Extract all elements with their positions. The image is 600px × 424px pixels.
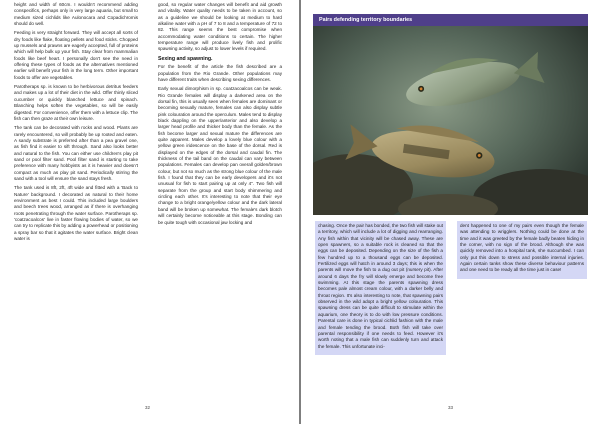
right-column-1 <box>315 221 446 355</box>
paragraph: dent happened to one of my pairs even though the female was attending to wrigglers. Nothing could be done at the time and it was greeted by the female badly beaten hiding in the corner, with no sign of the brood. Although she was quickly removed into a hospital tank, she succumbed. I can only put this down to stress and possible internal injuries. Again certain tanks show these diverse behaviour patterns and one need to be ready all the time just in case! <box>460 223 584 273</box>
section-heading: Sexing and spawning. <box>158 55 213 62</box>
paragraph: good, so regular water changes will benefit and aid growth and vitality. Water quality needs to be taken in account, so as a guideline we should be looking at medium to hard alkaline water with a pH of 7 to 8 and a temperature of 72 to 82. This range seems the best compromise when accommodating water conditions to certain. The higher temperature range will produce lively fish and prolific spawning activity, so adjust to lower levels if required. <box>158 2 282 52</box>
paragraph: The tank used is 8ft, 2ft, 4ft wide and fitted with a 'Back to Nature' background. I decorated as natural to their home environment as best I could. This included large boulders and beech trees wood, arranged as if there is overhanging roots penetrating through the water surface. Parotheraps sp. 'coatzacoalcos' live in faster flowing bodies of water, so we can try to replicate this by adding a powerhead or positioning a spray bar so that it agitates the water surface. Bright clean water is <box>14 185 138 242</box>
paragraph: The tank can be decorated with rocks and wood. Plants are rarely encountered, so will probably be up rooted and eaten. A sandy substrate is preferred after than a pea gravel one, as fish find it easier to sift through. Sand also looks better and natural to the fish. You can either use children's play pit sand or pool filter sand. Pool filter sand is starting to take preference with many hobbyists as it is heavier and doesn't compact as much as play pit sand. Periodically stirring the sand with a tool will ensure the sand stays fresh. <box>14 125 138 181</box>
left-column-1 <box>14 2 138 245</box>
page-number: 33 <box>448 405 454 410</box>
fish-photo-drawing <box>313 14 588 215</box>
paragraph: Early sexual dimorphism in sp. coatzacoalcos can be weak. Rio Grande females will display a darkened area on the dorsal fin, this is usually seen when females are dominant or becoming sexually mature, females can also display subtle pink colouration around the operculum. Males tend to display black dappling on the upper/anterior and also develop a larger head profile and thicker body than the female. As the fish become larger and sexual mature the differences are quite apparent. Males develop a lovely blue colour with a yellow green iridescence on the base of the dorsal. Red is displayed on the edges of the dorsal and caudal fin. The thickness of the tail band on the caudal can vary between populations. Females can develop pan overall golden/brown colour, but not so much as the strong blue colour of the male fish. I found that they can be early developers and it's not unusual for fish to start pairing up at only 4". Two fish will separate from the group and start body shimmering and circling each other. It's interesting to note that their eye change to a bright orange/yellow colour and the dark lateral band will be broken up somewhat. The female's dark blotch will certainly become noticeable at this stage. Bonding can be quite tough with occasional jaw locking and <box>158 86 282 225</box>
left-column-2 <box>158 2 282 229</box>
fish-photo <box>313 14 588 215</box>
right-column-2 <box>457 221 587 279</box>
photo-caption: Pairs defending territory boundaries <box>313 14 588 26</box>
paragraph: Feeding is very straight forward. They will accept all sorts of dry foods like flake, floating pellets and food sticks. Chopped up mussels and prawns are eagerly accepted, full of proteins which will help bulk up your fish. Stay clear from mammalian foods like beef heart. I personally don't see the need in offering these types of foods as the alternatives mentioned earlier will benefit your fish in the long term. Other important foods to offer are vegetables. <box>14 30 138 80</box>
paragraph: Parotheraps sp. is known to be herbivorous detritus feeders and makes up a lot of their diet in the wild. Offer thinly sliced cucumber or quickly blanched lettuce and spinach. Blanching helps soften the vegetables, so will be easily digested. For convenience, offer them with a lettuce clip. The fish can then graze at their own leisure. <box>14 84 138 121</box>
paragraph: height and width of 60cm. I wouldn't recommend adding conspecifics, perhaps only in very large aquaria, but small to medium sized cichlids like Aulonocara and Copadichromis should do well. <box>14 2 138 27</box>
right-page <box>301 0 600 424</box>
paragraph: chasing. Once the pair has bonded, the two fish will stake out a territory, which will include a lot of digging and rearranging. Any fish within that vicinity will be chased away. These are open spawners, so a suitable rock is cleaned so that the eggs can be deposited. Depending on the size of the fish a few hundred up to a thousand eggs can be deposited. Fertilized eggs will hatch in around 3 days; this is when the parents will move the fish to a dug out pit (nursery pit). After around 6 days the fry will slowly emerge and become free swimming. At this stage the parents spawning dress becomes pale almost cream colour, with a darker belly and throat region. It's also interesting to note, that spawning pairs observed in the wild adopt a bright yellow colouration. This spawning dress can be quite difficult to stimulate within the aquarium, one theory is to do with low pressure conditions. Parental care is done in typical cichlid fashion with the male and female tending the brood. Both fish will take over parental responsibility if one needs to feed. However it's worth noting that a male fish can suddenly turn and attack the female. This unfortunate inci- <box>318 223 443 349</box>
page-number: 32 <box>145 405 151 410</box>
paragraph: For the benefit of the article the fish described are a population from the Rio Grande. Other populations may have different traits when describing sexing differences. <box>158 64 282 82</box>
left-page <box>0 0 299 424</box>
